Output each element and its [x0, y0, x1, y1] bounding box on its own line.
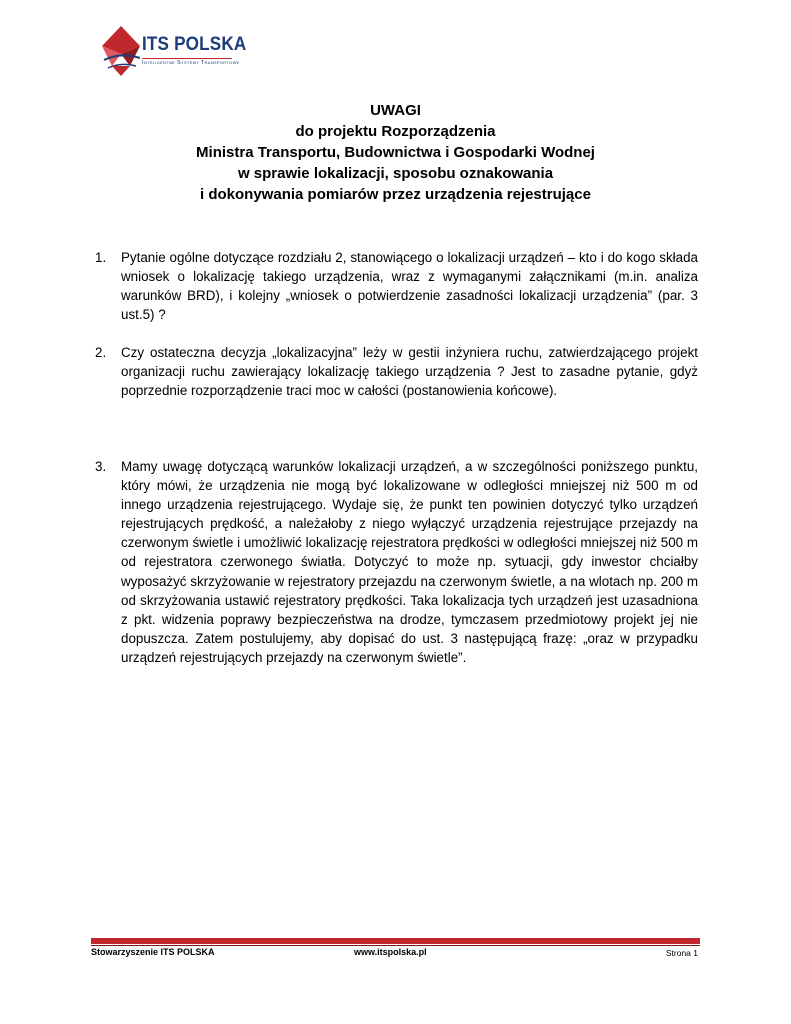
heading-line-3: Ministra Transportu, Budownictwa i Gospodarki Wodnej — [196, 144, 595, 161]
list-item-text: Pytanie ogólne dotyczące rozdziału 2, stanowiącego o lokalizacji urządzeń – kto i do kogo składa wniosek o lokalizację takiego urządzenia, wraz z wymaganymi załącznikami (m.in. analiza warunków BRD), i kolejny „wniosek o potwierdzenie zasadności lokalizacji urządzenia” (par. 3 ust.5) ? — [121, 250, 698, 323]
footer-website-link[interactable]: www.itspolska.pl — [354, 947, 427, 957]
footer-page-number: Strona 1 — [665, 948, 698, 958]
list-item-text: Mamy uwagę dotyczącą warunków lokalizacji urządzeń, a w szczególności poniższego punktu, który mówi, że urządzenia nie mogą być lokalizowane w odległości mniejszej niż 500 m od innego urządzenia rejestrującego. Wydaje się, że punkt ten powinien dotyczyć tylko urządzeń rejestrujących prędkość, a należałoby z niego wyłączyć urządzenia rejestrujące przejazdy na czerwonym świetle i umożliwić lokalizację rejestratora prędkości w odległości mniejszej niż 500 m od rejestratora czerwonego światła. Dotyczyć to może np. sytuacji, gdy inwestor chciałby wyposażyć skrzyżowanie w rejestratory przejazdu na czerwonym świetle, a na wlotach np. 200 m od skrzyżowania ustawić rejestratory prędkości. Taka lokalizacja tych urządzeń jest uzasadniona z pkt. widzenia poprawy bezpieczeństwa na drodze, tymczasem przedmiotowy projekt jej nie dopuszcza. Zatem postulujemy, aby dopisać do ust. 3 następującą frazę: „oraz w przypadku urządzeń rejestrujących przejazdy na czerwonym świetle”. — [121, 459, 698, 665]
heading-line-4: w sprawie lokalizacji, sposobu oznakowania — [237, 165, 554, 182]
its-polska-logo-icon — [100, 24, 142, 80]
list-item — [95, 457, 698, 667]
its-polska-logo — [100, 24, 247, 80]
list-item-number: 3. — [95, 459, 107, 474]
list-item — [95, 343, 698, 400]
list-item-text: Czy ostateczna decyzja „lokalizacyjna” leży w gestii inżyniera ruchu, zatwierdzającego projekt organizacji ruchu zawierający lokalizację takiego urządzenia ? Jest to zasadne pytanie, gdyż poprzednie rozporządzenie traci moc w całości (postanowienia końcowe). — [121, 345, 698, 399]
heading-line-1: UWAGI — [370, 102, 421, 119]
logo-name: ITS POLSKA — [142, 34, 247, 55]
document-heading — [0, 100, 791, 205]
footer-rule-shadow — [91, 945, 700, 946]
footer-rule — [91, 938, 700, 944]
heading-line-2: do projektu Rozporządzenia — [295, 123, 496, 140]
list-item-number: 2. — [95, 345, 107, 360]
footer-organization: Stowarzyszenie ITS POLSKA — [91, 947, 215, 957]
list-item-number: 1. — [95, 250, 107, 265]
list-item — [95, 248, 698, 324]
page-footer — [91, 947, 700, 963]
heading-line-5: i dokonywania pomiarów przez urządzenia rejestrujące — [200, 186, 591, 203]
logo-tagline: Inteligentne Systemy Transportowe — [142, 60, 240, 66]
